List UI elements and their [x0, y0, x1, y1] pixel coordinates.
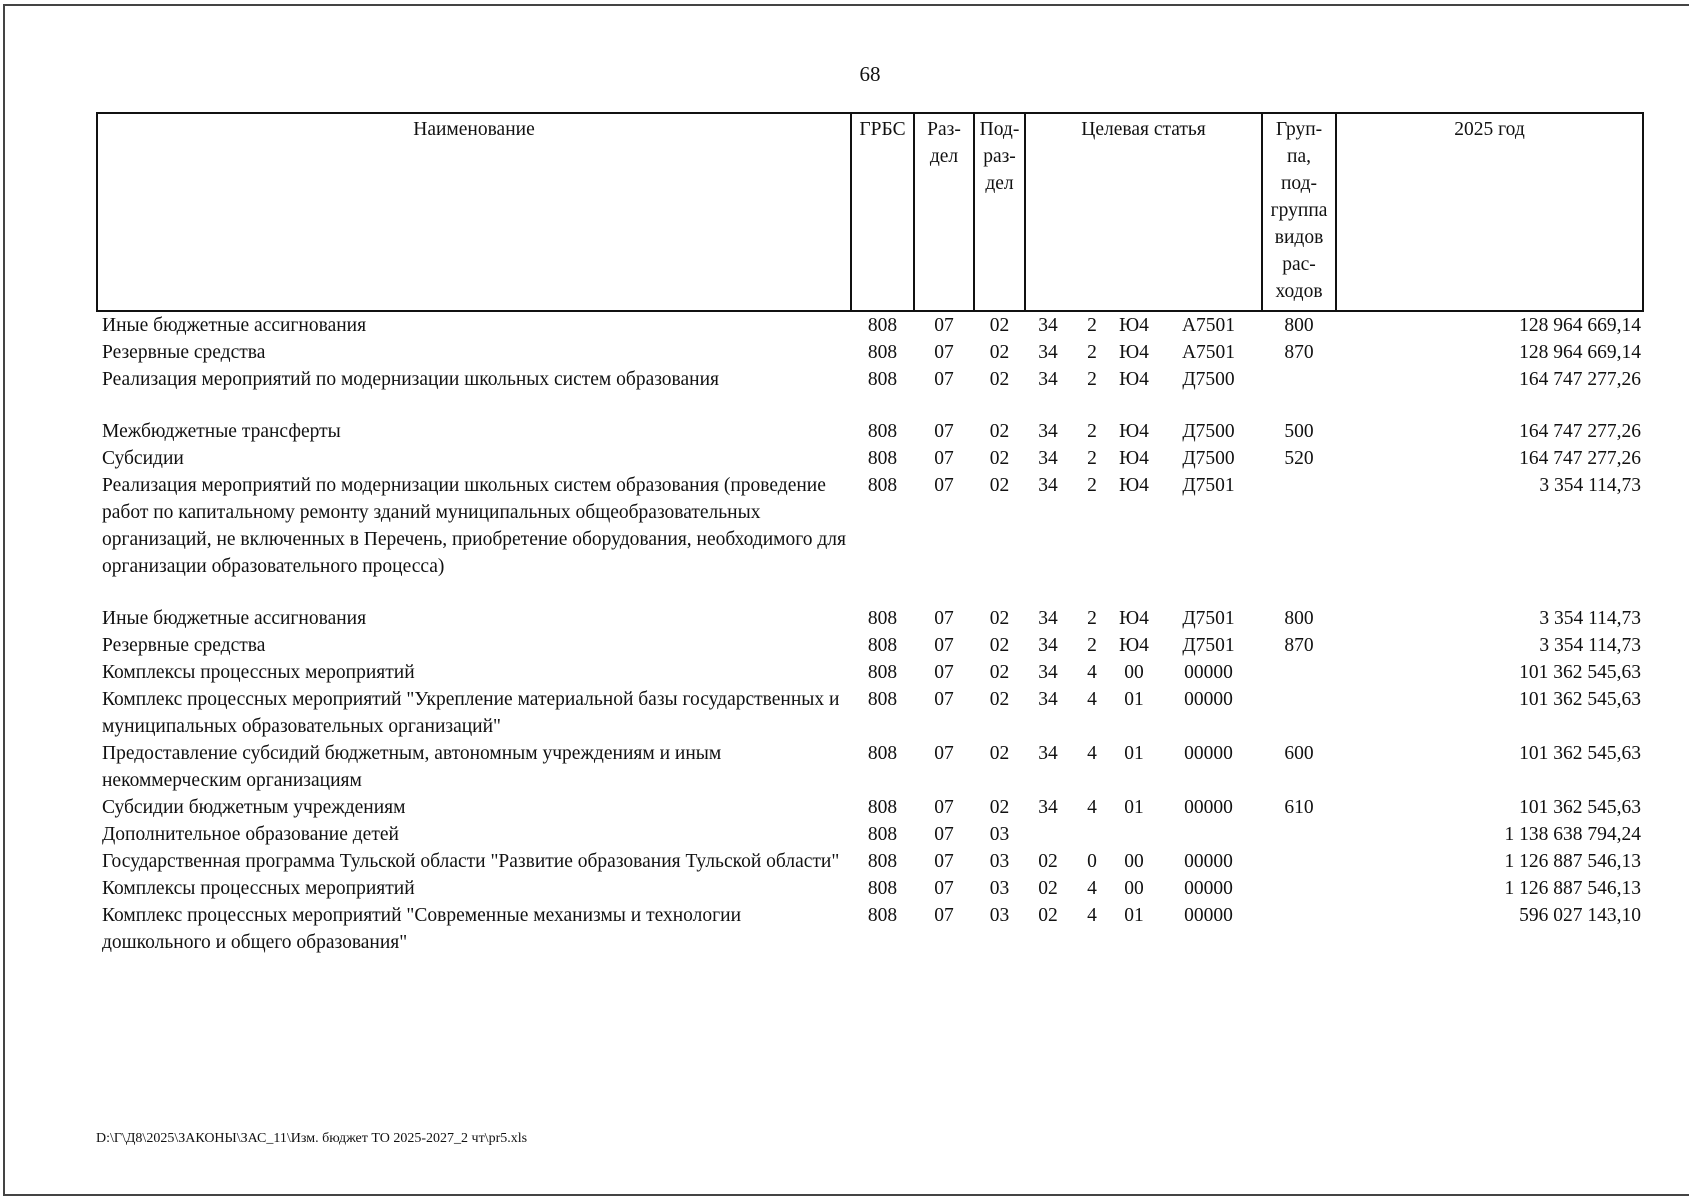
cell-tselevaya-2: 2	[1087, 448, 1097, 469]
cell-vid-raskhodov: 520	[1284, 448, 1314, 469]
header-podrazdel: Под- раз- дел	[974, 113, 1025, 311]
cell-name: Государственная программа Тульской области "Развитие образования Тульской области"	[102, 851, 840, 872]
cell-tselevaya-1: 34	[1038, 797, 1058, 818]
footer-file-path: D:\Г\Д8\2025\ЗАКОНЫ\ЗАС_11\Изм. бюджет ТО 2025-2027_2 чт\pr5.xls	[96, 1131, 528, 1146]
cell-vid-raskhodov	[1262, 366, 1336, 418]
cell-razdel: 07	[934, 475, 954, 496]
cell-podrazdel: 02	[989, 608, 1010, 629]
cell-vid-raskhodov: 800	[1284, 608, 1314, 629]
cell-tselevaya-1: 34	[1038, 689, 1058, 710]
cell-vid-raskhodov	[1262, 472, 1336, 605]
cell-tselevaya-4: Д7501	[1182, 635, 1235, 656]
cell-vid-raskhodov: 610	[1284, 797, 1314, 818]
cell-amount: 128 964 669,14	[1519, 342, 1642, 363]
cell-razdel: 07	[934, 662, 954, 683]
header-tselevaya-statya: Целевая статья	[1025, 113, 1262, 311]
cell-vid-raskhodov: 800	[1284, 315, 1314, 336]
cell-tselevaya-2: 2	[1087, 342, 1097, 363]
cell-name: Комплекс процессных мероприятий "Укрепление материальной базы государственных и муниципальных образовательных организаций"	[102, 689, 840, 737]
cell-amount: 164 747 277,26	[1519, 421, 1642, 442]
cell-podrazdel: 02	[989, 475, 1010, 496]
cell-tselevaya-3: Ю4	[1119, 315, 1149, 336]
cell-razdel: 07	[934, 608, 954, 629]
table-row	[97, 339, 1643, 366]
cell-podrazdel: 02	[989, 635, 1010, 656]
cell-name: Комплекс процессных мероприятий "Современные механизмы и технологии дошкольного и общего образования"	[102, 905, 742, 953]
cell-tselevaya-2: 2	[1087, 421, 1097, 442]
cell-tselevaya-4: 00000	[1184, 662, 1233, 683]
cell-amount: 164 747 277,26	[1519, 448, 1642, 469]
cell-podrazdel: 03	[989, 824, 1010, 845]
cell-amount: 3 354 114,73	[1539, 608, 1642, 629]
cell-grbs: 808	[867, 824, 898, 845]
cell-tselevaya-2: 4	[1087, 905, 1097, 926]
header-razdel: Раз- дел	[914, 113, 974, 311]
cell-name: Субсидии	[102, 448, 184, 469]
cell-name: Иные бюджетные ассигнования	[102, 315, 367, 336]
cell-podrazdel: 02	[989, 421, 1010, 442]
cell-tselevaya-1: 34	[1038, 635, 1058, 656]
cell-podrazdel: 03	[989, 905, 1010, 926]
cell-tselevaya-2	[1071, 821, 1113, 848]
header-year: 2025 год	[1336, 113, 1643, 311]
cell-podrazdel: 02	[989, 743, 1010, 764]
cell-amount: 101 362 545,63	[1519, 797, 1642, 818]
header-grbs: ГРБС	[851, 113, 914, 311]
page-number: 68	[859, 62, 881, 86]
cell-tselevaya-4: 00000	[1184, 689, 1233, 710]
cell-podrazdel: 02	[989, 342, 1010, 363]
cell-razdel: 07	[934, 421, 954, 442]
cell-amount: 3 354 114,73	[1539, 475, 1642, 496]
cell-tselevaya-3: 01	[1124, 905, 1144, 926]
cell-tselevaya-3: 00	[1124, 878, 1144, 899]
cell-tselevaya-4: А7501	[1181, 342, 1236, 363]
cell-tselevaya-1: 34	[1038, 743, 1058, 764]
cell-name: Комплексы процессных мероприятий	[102, 662, 415, 683]
cell-tselevaya-2: 4	[1087, 743, 1097, 764]
cell-vid-raskhodov	[1262, 848, 1336, 875]
cell-tselevaya-4: Д7501	[1182, 608, 1235, 629]
cell-tselevaya-1	[1025, 821, 1071, 848]
cell-tselevaya-3	[1113, 821, 1155, 848]
cell-tselevaya-4	[1155, 821, 1262, 848]
cell-podrazdel: 03	[989, 878, 1010, 899]
cell-tselevaya-2: 4	[1087, 662, 1097, 683]
cell-tselevaya-3: Ю4	[1119, 369, 1149, 390]
cell-tselevaya-2: 2	[1087, 475, 1097, 496]
table-row	[97, 659, 1643, 686]
table-row	[97, 794, 1643, 821]
cell-grbs: 808	[867, 369, 898, 390]
cell-tselevaya-4: Д7500	[1182, 369, 1235, 390]
cell-razdel: 07	[934, 797, 954, 818]
cell-tselevaya-2: 2	[1087, 315, 1097, 336]
table-row	[97, 875, 1643, 902]
cell-podrazdel: 02	[989, 448, 1010, 469]
cell-tselevaya-2: 0	[1087, 851, 1097, 872]
cell-tselevaya-4: 00000	[1184, 743, 1233, 764]
cell-tselevaya-2: 4	[1087, 797, 1097, 818]
cell-podrazdel: 02	[989, 369, 1010, 390]
cell-grbs: 808	[867, 662, 898, 683]
cell-amount: 101 362 545,63	[1519, 662, 1642, 683]
cell-tselevaya-4: 00000	[1184, 905, 1233, 926]
cell-grbs: 808	[867, 905, 898, 926]
cell-name: Резервные средства	[102, 342, 266, 363]
header-gruppa-vidov-raskhodov: Груп- па, под- группа видов рас- ходов	[1262, 113, 1336, 311]
cell-vid-raskhodov: 600	[1284, 743, 1314, 764]
cell-amount: 101 362 545,63	[1519, 689, 1642, 710]
cell-tselevaya-2: 4	[1087, 689, 1097, 710]
cell-tselevaya-1: 34	[1038, 448, 1058, 469]
cell-tselevaya-1: 02	[1038, 851, 1058, 872]
cell-razdel: 07	[934, 824, 954, 845]
cell-name: Иные бюджетные ассигнования	[102, 608, 367, 629]
cell-grbs: 808	[867, 315, 898, 336]
cell-grbs: 808	[867, 421, 898, 442]
cell-tselevaya-1: 34	[1038, 662, 1058, 683]
cell-tselevaya-1: 34	[1038, 421, 1058, 442]
cell-tselevaya-3: 00	[1124, 662, 1144, 683]
cell-vid-raskhodov	[1262, 659, 1336, 686]
table-row	[97, 418, 1643, 445]
cell-tselevaya-3: Ю4	[1119, 475, 1149, 496]
cell-grbs: 808	[867, 689, 898, 710]
cell-tselevaya-1: 34	[1038, 475, 1058, 496]
cell-grbs: 808	[867, 878, 898, 899]
cell-tselevaya-3: 01	[1124, 797, 1144, 818]
cell-podrazdel: 02	[989, 797, 1010, 818]
cell-name: Предоставление субсидий бюджетным, автономным учреждениям и иным некоммерческим организациям	[102, 743, 722, 791]
cell-tselevaya-4: А7501	[1181, 315, 1236, 336]
cell-grbs: 808	[867, 342, 898, 363]
cell-tselevaya-1: 34	[1038, 369, 1058, 390]
table-row	[97, 605, 1643, 632]
cell-razdel: 07	[934, 635, 954, 656]
table-row	[97, 311, 1643, 339]
cell-tselevaya-3: Ю4	[1119, 342, 1149, 363]
table-row	[97, 686, 1643, 740]
table-row	[97, 366, 1643, 418]
cell-vid-raskhodov	[1262, 875, 1336, 902]
cell-tselevaya-4: 00000	[1184, 878, 1233, 899]
cell-podrazdel: 02	[989, 315, 1010, 336]
cell-vid-raskhodov	[1262, 821, 1336, 848]
cell-amount: 1 126 887 546,13	[1504, 878, 1642, 899]
cell-tselevaya-4: 00000	[1184, 797, 1233, 818]
cell-amount: 1 126 887 546,13	[1504, 851, 1642, 872]
cell-tselevaya-3: Ю4	[1119, 448, 1149, 469]
cell-amount: 3 354 114,73	[1539, 635, 1642, 656]
table-row	[97, 848, 1643, 875]
cell-razdel: 07	[934, 689, 954, 710]
cell-tselevaya-3: Ю4	[1119, 635, 1149, 656]
cell-tselevaya-3: 01	[1124, 689, 1144, 710]
cell-razdel: 07	[934, 369, 954, 390]
cell-amount: 596 027 143,10	[1519, 905, 1642, 926]
cell-amount: 128 964 669,14	[1519, 315, 1642, 336]
table-row	[97, 821, 1643, 848]
cell-tselevaya-1: 34	[1038, 608, 1058, 629]
cell-tselevaya-1: 02	[1038, 878, 1058, 899]
cell-tselevaya-3: 01	[1124, 743, 1144, 764]
cell-vid-raskhodov	[1262, 902, 1336, 956]
cell-grbs: 808	[867, 851, 898, 872]
cell-tselevaya-1: 02	[1038, 905, 1058, 926]
cell-tselevaya-2: 4	[1087, 878, 1097, 899]
cell-grbs: 808	[867, 475, 898, 496]
header-row	[97, 113, 1643, 311]
cell-grbs: 808	[867, 797, 898, 818]
cell-tselevaya-3: Ю4	[1119, 421, 1149, 442]
cell-tselevaya-4: 00000	[1184, 851, 1233, 872]
cell-razdel: 07	[934, 905, 954, 926]
cell-tselevaya-2: 2	[1087, 369, 1097, 390]
cell-tselevaya-2: 2	[1087, 635, 1097, 656]
cell-podrazdel: 03	[989, 851, 1010, 872]
table-row	[97, 632, 1643, 659]
cell-vid-raskhodov: 870	[1284, 342, 1314, 363]
cell-podrazdel: 02	[989, 689, 1010, 710]
cell-amount: 164 747 277,26	[1519, 369, 1642, 390]
cell-razdel: 07	[934, 851, 954, 872]
cell-name: Реализация мероприятий по модернизации школьных систем образования	[102, 369, 720, 390]
cell-tselevaya-1: 34	[1038, 315, 1058, 336]
cell-razdel: 07	[934, 878, 954, 899]
cell-name: Субсидии бюджетным учреждениям	[102, 797, 406, 818]
cell-grbs: 808	[867, 743, 898, 764]
cell-tselevaya-4: Д7500	[1182, 421, 1235, 442]
cell-vid-raskhodov	[1262, 686, 1336, 740]
table-row	[97, 740, 1643, 794]
table-row	[97, 445, 1643, 472]
cell-razdel: 07	[934, 342, 954, 363]
cell-vid-raskhodov: 870	[1284, 635, 1314, 656]
cell-tselevaya-3: 00	[1124, 851, 1144, 872]
cell-tselevaya-3: Ю4	[1119, 608, 1149, 629]
cell-amount: 1 138 638 794,24	[1504, 824, 1642, 845]
cell-tselevaya-1: 34	[1038, 342, 1058, 363]
cell-grbs: 808	[867, 448, 898, 469]
cell-podrazdel: 02	[989, 662, 1010, 683]
table-row	[97, 902, 1643, 956]
cell-vid-raskhodov: 500	[1284, 421, 1314, 442]
cell-tselevaya-4: Д7501	[1182, 475, 1235, 496]
budget-table	[96, 112, 1644, 956]
cell-razdel: 07	[934, 743, 954, 764]
cell-name: Реализация мероприятий по модернизации школьных систем образования (проведение работ по капитальному ремонту зданий муниципальных общеобразовательных организаций, не включенных в Перечень, приобретение оборудования, необходимого для организации образовательного процесса)	[102, 475, 846, 577]
cell-grbs: 808	[867, 635, 898, 656]
cell-tselevaya-2: 2	[1087, 608, 1097, 629]
cell-name: Межбюджетные трансферты	[102, 421, 341, 442]
cell-name: Дополнительное образование детей	[102, 824, 399, 845]
table-row	[97, 472, 1643, 605]
table-body	[97, 311, 1643, 956]
header-name: Наименование	[97, 113, 851, 311]
cell-amount: 101 362 545,63	[1519, 743, 1642, 764]
cell-grbs: 808	[867, 608, 898, 629]
cell-name: Комплексы процессных мероприятий	[102, 878, 415, 899]
cell-name: Резервные средства	[102, 635, 266, 656]
cell-razdel: 07	[934, 448, 954, 469]
cell-tselevaya-4: Д7500	[1182, 448, 1235, 469]
cell-razdel: 07	[934, 315, 954, 336]
